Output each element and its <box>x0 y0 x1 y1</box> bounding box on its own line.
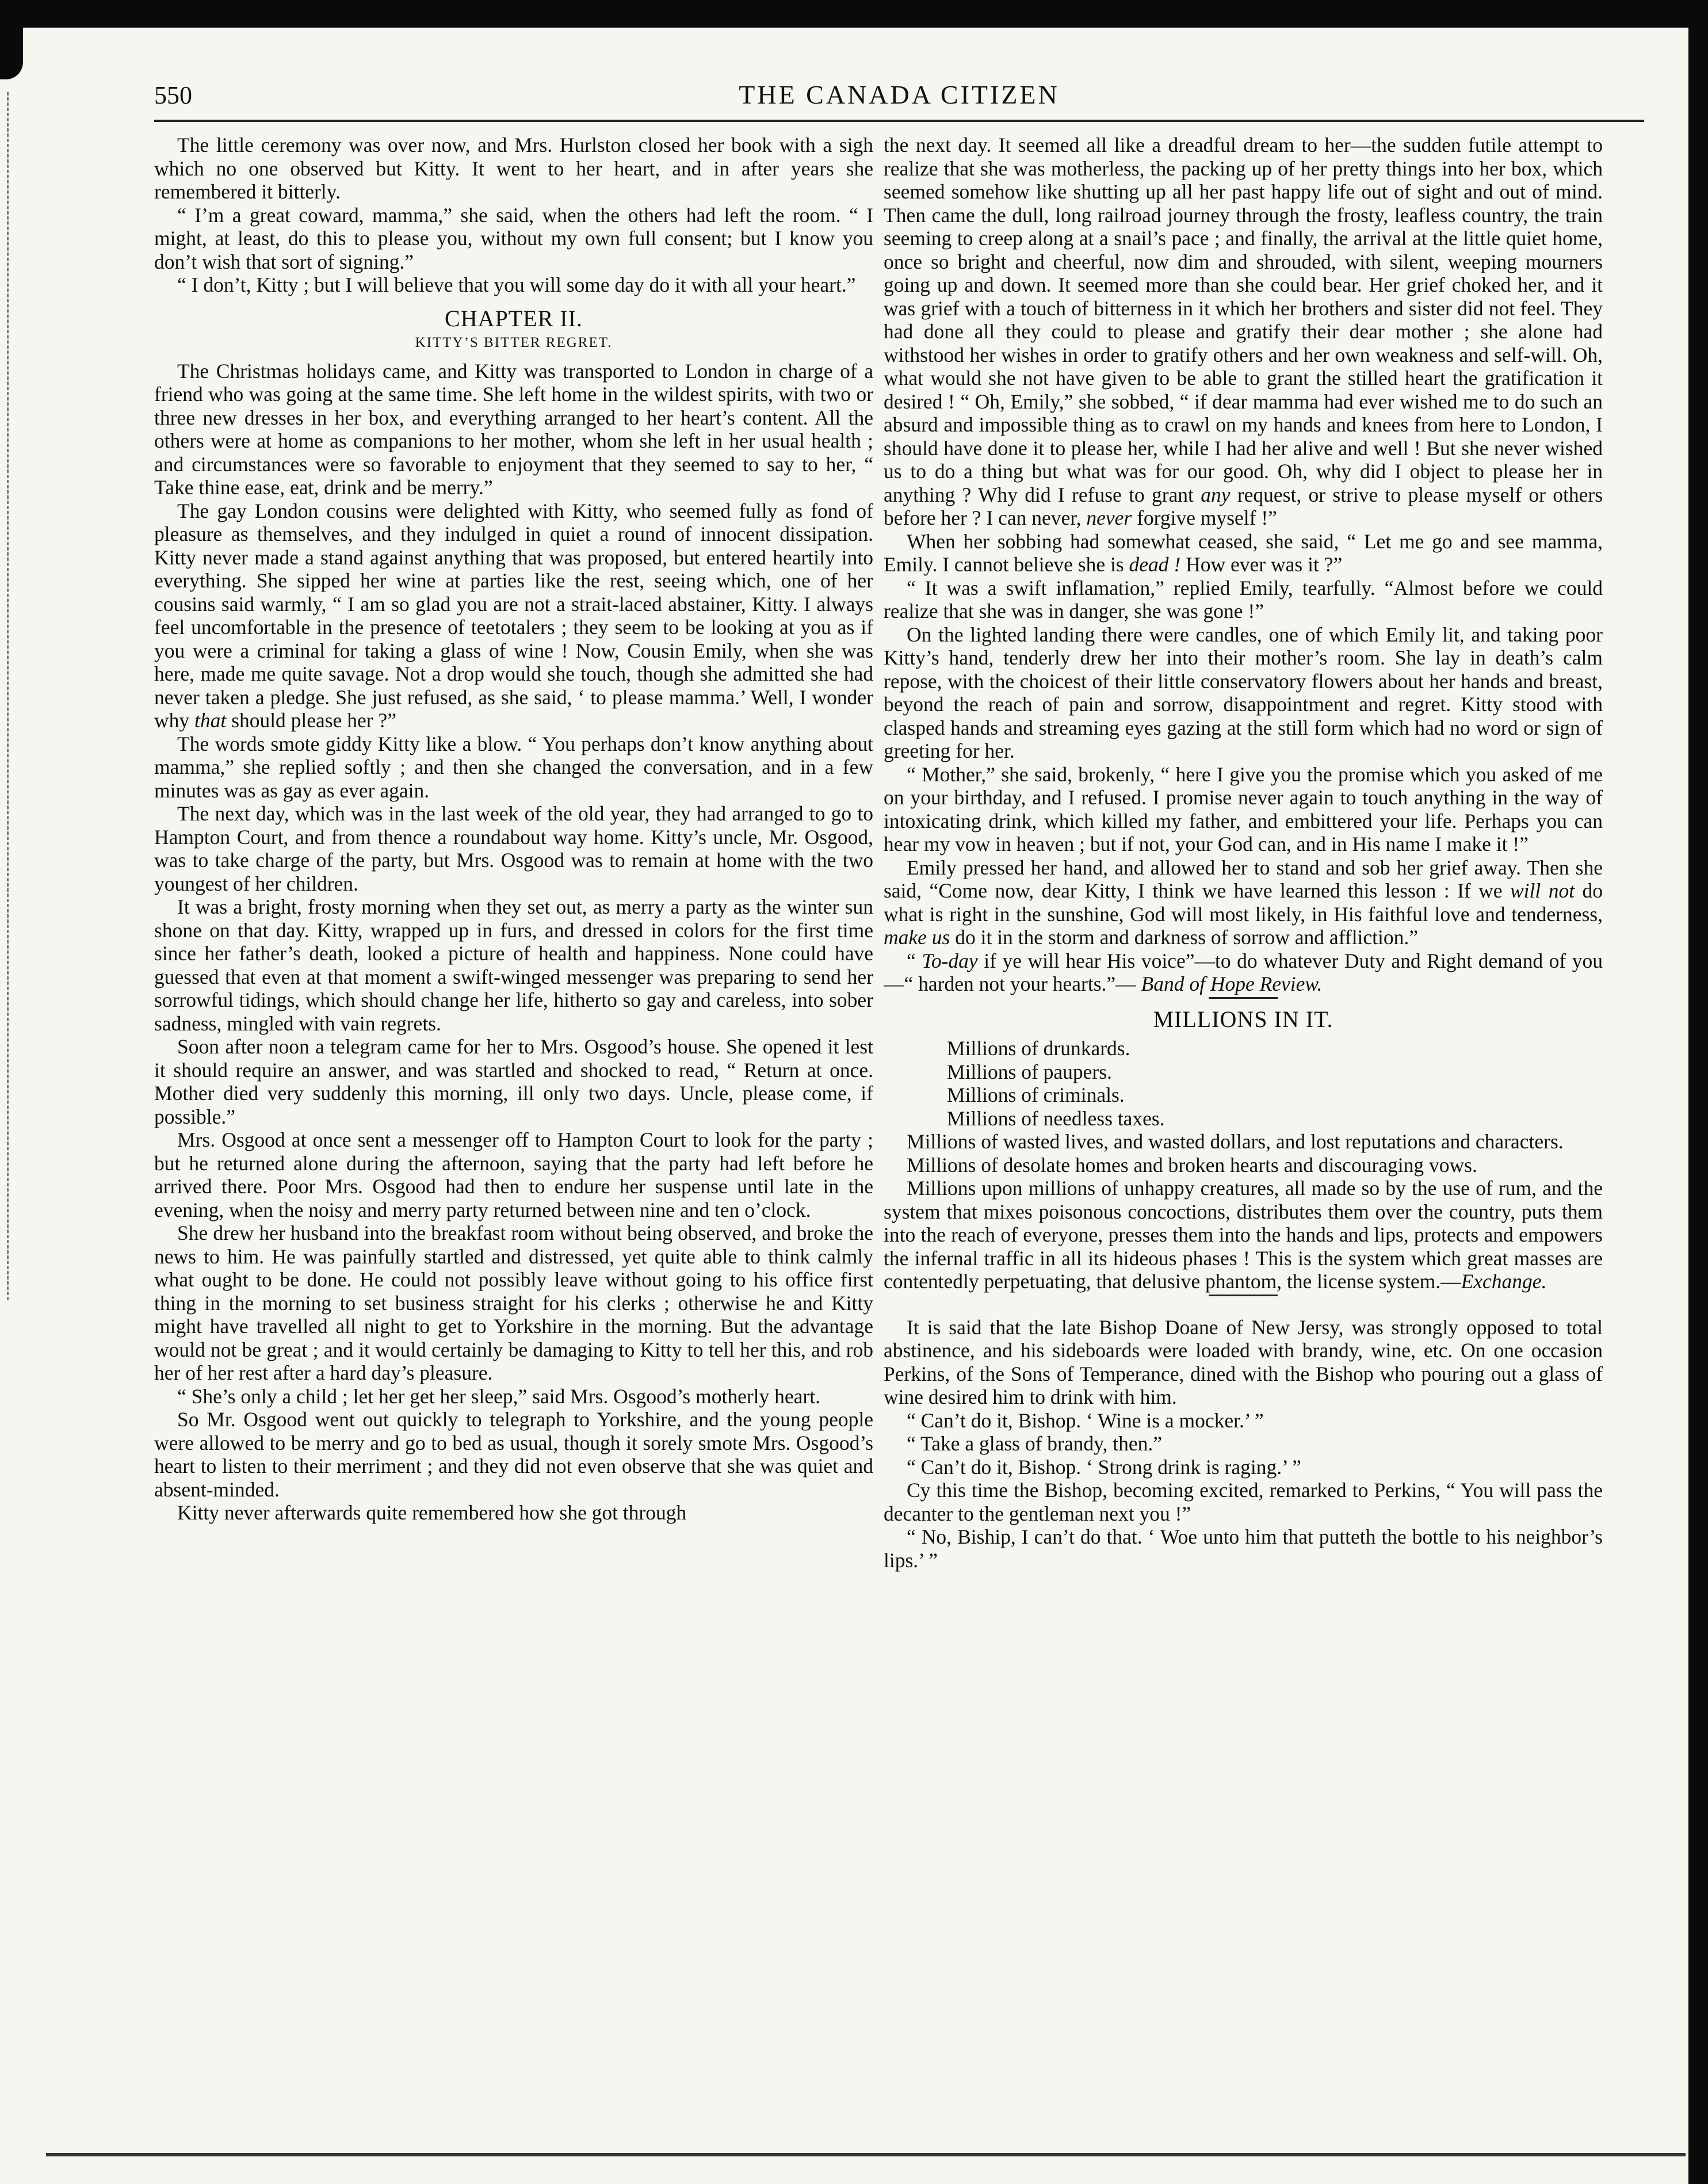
paragraph: The Christmas holidays came, and Kitty was transported to London in charge of a friend who was going at the same time. She left home in the wildest spirits, with two or three new dresses in her box, and everything arranged to her heart’s content. All the others were at home as companions to her mother, whom she left in her usual health ; and circumstances were so favorable to enjoyment that they seemed to say to her, “ Take thine ease, eat, drink and be merry.” <box>154 359 873 499</box>
paragraph: Cy this time the Bishop, becoming excited, remarked to Perkins, “ You will pass the decanter to the gentleman next you !” <box>884 1479 1603 1525</box>
chapter-subtitle: KITTY’S BITTER REGRET. <box>415 335 613 350</box>
paragraph: Soon after noon a telegram came for her to Mrs. Osgood’s house. She opened it lest it should require an answer, and was startled and shocked to read, “ Return at once. Mother died very suddenly this morning, ill only two days. Uncle, please come, if possible.” <box>154 1035 873 1128</box>
list-item: Millions of paupers. <box>947 1060 1112 1083</box>
paragraph: Kitty never afterwards quite remembered how she got through <box>177 1501 687 1524</box>
text-run: do it in the storm and darkness of sorrow and affliction.” <box>955 926 1419 949</box>
bottom-scan-rule <box>46 2153 1686 2156</box>
text-run: The gay London cousins were delighted with Kitty, who seemed fully as fond of pleasure as themselves, and they indulged in quiet a round of innocent dissipation. Kitty never made a stand against anything that was proposed, but entered heartily into everything. She sipped her wine at parties like the rest, seeing which, one of her cousins said warmly, “ I am so glad you are not a strait-laced abstainer, Kitty. I always feel uncomfortable in the presence of teetotalers ; they seem to be looking at you as if you were a criminal for taking a glass of wine ! Now, Cousin Emily, when she was here, made me quite savage. Not a drop would she touch, though she admitted she had never taken a pledge. She just refused, as she said, ‘ to please mamma.’ Well, I wonder why <box>154 499 873 732</box>
citation: Band of Hope Review. <box>1141 972 1323 995</box>
paragraph: Millions of wasted lives, and wasted dollars, and lost reputations and characters. <box>907 1130 1564 1153</box>
paragraph: On the lighted landing there were candles, one of which Emily lit, and taking poor Kitty’s hand, tenderly drew her into their mother’s room. She lay in death’s calm repose, with the choicest of their little conservatory flowers about her hands and breast, beyond the reach of pain and sorrow, disappointment and regret. Kitty stood with clasped hands and streaming eyes gazing at the still form which had no word or sign of greeting for her. <box>884 623 1603 762</box>
paragraph: “ It was a swift inflamation,” replied Emily, tearfully. “Almost before we could realize that she was in danger, she was gone !” <box>884 576 1603 623</box>
text-run: if ye will hear His voice”—to do whatever Duty and Right demand of you—“ harden not your hearts.”— <box>884 949 1603 995</box>
paragraph: So Mr. Osgood went out quickly to telegraph to Yorkshire, and the young people were allowed to be merry and go to bed as usual, though it sorely smote Mrs. Osgood’s heart to listen to their merriment ; and they did not even observe that she was quiet and absent-minded. <box>154 1408 873 1501</box>
spacer <box>884 1296 1603 1316</box>
left-column <box>154 133 873 2136</box>
divider <box>1209 997 1278 999</box>
page-number: 550 <box>154 81 192 109</box>
text-run: forgive myself !” <box>1137 506 1277 529</box>
paragraph: “ Can’t do it, Bishop. ‘ Strong drink is raging.’ ” <box>907 1455 1301 1479</box>
paragraph: She drew her husband into the breakfast room without being observed, and broke the news to him. He was painfully startled and distressed, yet quite able to think calmly what ought to be done. He could not possibly leave without going to his office first thing in the morning to set business straight for his clerks ; otherwise he and Kitty might have travelled all night to get to Yorkshire in the morning. But the advantage would not be great ; and it would certainly be damaging to Kitty to tell her this, and rob her of her rest after a hard day’s pleasure. <box>154 1221 873 1384</box>
text-run: Emily pressed her hand, and allowed her to stand and sob her grief away. Then she said, “Come now, dear Kitty, I think we have learned this lesson : If we <box>884 856 1603 902</box>
section-title: MILLIONS IN IT. <box>1153 1006 1333 1032</box>
paragraph: “ No, Biship, I can’t do that. ‘ Woe unto him that putteth the bottle to his neighbor’s lips.’ ” <box>884 1525 1603 1572</box>
paragraph <box>154 499 873 732</box>
paragraph: Millions of desolate homes and broken hearts and discouraging vows. <box>907 1153 1477 1177</box>
paragraph: “ I don’t, Kitty ; but I will believe that you will some day do it with all your heart.” <box>177 273 856 296</box>
emphasis: never <box>1086 506 1132 529</box>
chapter-title: CHAPTER II. <box>445 305 583 331</box>
text-run: How ever was it ?” <box>1186 553 1343 576</box>
emphasis: that <box>194 709 227 732</box>
paragraph: “ I’m a great coward, mamma,” she said, when the others had left the room. “ I might, at least, do this to please you, without my own full consent; but I know you don’t wish that sort of signing.” <box>154 203 873 273</box>
text-run: When her sobbing had somewhat ceased, she said, “ Let me go and see mamma, Emily. I cannot believe she is <box>884 529 1603 576</box>
paragraph: It was a bright, frosty morning when they set out, as merry a party as the winter sun shone on that day. Kitty, wrapped up in furs, and dressed in colors for the first time since her father’s death, looked a picture of health and happiness. None could have guessed that even at that moment a swift-winged messenger was preparing to send her sorrowful tidings, which should change her life, hitherto so gay and careless, into sober sadness, mingled with vain regrets. <box>154 895 873 1035</box>
right-column <box>884 133 1603 2136</box>
paragraph: It is said that the late Bishop Doane of New Jersy, was strongly opposed to total abstinence, and his sideboards were loaded with brandy, wine, etc. On one occasion Perkins, of the Sons of Temperance, dined with the Bishop who pouring out a glass of wine desired him to drink with him. <box>884 1315 1603 1408</box>
paragraph: The little ceremony was over now, and Mrs. Hurlston closed her book with a sigh which no one observed but Kitty. It went to her heart, and in after years she remembered it bitterly. <box>154 133 873 203</box>
paragraph <box>884 856 1603 949</box>
text-run: do what is right in the sunshine, God will most likely, in His faithful love and tenderness, <box>884 879 1603 926</box>
emphasis: dead ! <box>1129 553 1181 576</box>
text-run: Millions upon millions of unhappy creatures, all made so by the use of rum, and the system that mixes poisonous concoctions, distributes them over the country, puts them into the reach of everyone, presses them into the hands and lips, protects and empowers the infernal traffic in all its hideous phases ! This is the system which great masses are contentedly perpetuating, that delusive phantom, the license system.— <box>884 1177 1603 1293</box>
paragraph: The next day, which was in the last week of the old year, they had arranged to go to Hampton Court, and from thence a roundabout way home. Kitty’s uncle, Mr. Osgood, was to take charge of the party, but Mrs. Osgood was to remain at home with the two youngest of her children. <box>154 802 873 895</box>
paragraph: Mrs. Osgood at once sent a messenger off to Hampton Court to look for the party ; but he returned alone during the afternoon, saying that the party had left before he arrived there. Poor Mrs. Osgood had then to endure her suspense until late in the evening, when the noisy and merry party returned between nine and ten o’clock. <box>154 1128 873 1221</box>
right-scan-border <box>1688 0 1708 2184</box>
paragraph: The words smote giddy Kitty like a blow. “ You perhaps don’t know anything about mamma,” she replied softly ; and then she changed the conversation, and in a few minutes was as gay as ever again. <box>154 732 873 802</box>
list-item: Millions of drunkards. <box>947 1037 1130 1060</box>
emphasis: To-day <box>922 949 978 972</box>
paragraph: “ Mother,” she said, brokenly, “ here I give you the promise which you asked of me on your birthday, and I refused. I promise never again to touch anything in the way of intoxicating drink, which killed my father, and embittered your life. Perhaps you can hear my vow in heaven ; but if not, your God can, and in His name I make it !” <box>884 762 1603 856</box>
page-header <box>154 79 1644 122</box>
left-margin-marks <box>7 92 12 1300</box>
paragraph: “ Can’t do it, Bishop. ‘ Wine is a mocker.’ ” <box>907 1408 1264 1432</box>
list-item: Millions of needless taxes. <box>947 1106 1165 1130</box>
emphasis: any <box>1201 483 1231 506</box>
text-run: should please her ?” <box>231 709 396 732</box>
paragraph <box>884 1177 1603 1293</box>
emphasis: will not <box>1510 879 1575 902</box>
paragraph <box>884 133 1603 530</box>
text-run: the next day. It seemed all like a dreadful dream to her—the sudden futile attempt to realize that she was motherless, the packing up of her pretty things into her box, which seemed somehow like shutting up all her past happy life out of sight and out of mind. Then came the dull, long railroad journey through the frosty, leafless country, the train seeming to creep along at a snail’s pace ; and finally, the arrival at the little quiet home, once so bright and cheerful, now dim and shrouded, with silent, weeping mourners going up and down. It seemed more than she could bear. Her grief choked her, and it was grief with a touch of bitterness in it which her brothers and sister did not feel. They had done all they could to please and gratify their dear mother ; she alone had withstood her wishes in order to gratify others and her own weakness and self-will. Oh, what would she not have given to be able to grant the stilled heart the gratification it desired ! “ Oh, Emily,” she sobbed, “ if dear mamma had ever wished me to do such an absurd and impossible thing as to crawl on my hands and knees from here to London, I should have done it to please her, while I had her alive and well ! But she never wished us to do a thing but what was for our good. Oh, why did I object to please her in anything ? Why did I refuse to grant <box>884 133 1603 506</box>
paragraph: “ She’s only a child ; let her get her sleep,” said Mrs. Osgood’s motherly heart. <box>177 1384 820 1408</box>
citation: Exchange. <box>1461 1270 1547 1293</box>
emphasis: make us <box>884 926 950 949</box>
list-item: Millions of criminals. <box>947 1083 1125 1106</box>
paragraph <box>884 530 1603 576</box>
paragraph: “ To-day if ye will hear His voice”—to do whatever Duty and Right demand of you—“ harden not your hearts.”— Band of Hope Review. <box>884 949 1603 995</box>
top-scan-border <box>0 0 1708 28</box>
top-left-scan-corner <box>0 28 23 79</box>
paragraph: “ Take a glass of brandy, then.” <box>907 1432 1163 1455</box>
masthead-title: THE CANADA CITIZEN <box>739 80 1060 109</box>
text-run: request, or strive to please myself or others before her ? I can never, <box>884 483 1603 529</box>
